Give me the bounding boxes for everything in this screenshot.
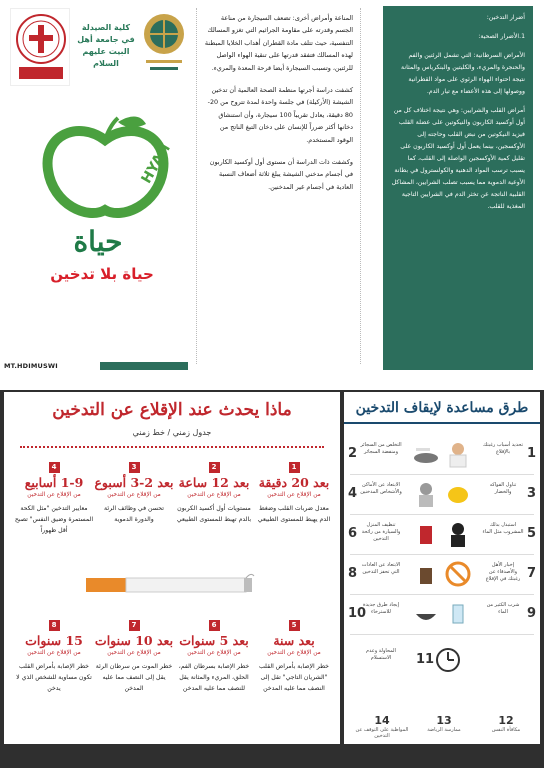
item-title: بعد سنة (273, 633, 315, 648)
tip-item (346, 596, 442, 632)
separator (350, 594, 534, 595)
globe-logo-icon (140, 10, 188, 82)
college-name: كلية الصيدلة في جامعة أهل البيت عليهم السلام (77, 23, 135, 68)
lemon-icon (444, 480, 472, 508)
tip-item (442, 516, 538, 552)
timeline-item (174, 454, 254, 525)
item-sub: من الإقلاع عن التدخين (107, 650, 161, 656)
tip-item (346, 516, 442, 552)
middle-text-column (203, 12, 353, 203)
hayat-en-label: HYAH (138, 141, 174, 187)
tip-number: 12 (498, 714, 514, 727)
tip-text: تناول الفواكه والخضار (489, 482, 517, 495)
timeline-item (254, 612, 334, 694)
tip-text: المواظبة على التوقف عن التدخين (355, 727, 409, 739)
clock-icon (434, 646, 462, 674)
item-title: 15 سنوات (25, 633, 83, 648)
decor-bar (100, 362, 188, 370)
decor-bar (383, 362, 533, 370)
ashtray-icon (412, 440, 440, 468)
tip-item (346, 642, 526, 678)
title-underline (344, 422, 540, 424)
tip-number: 1 (526, 446, 536, 461)
smoker-icon (412, 480, 440, 508)
item-number: 6 (209, 620, 220, 631)
coffee-cup-icon (412, 560, 440, 588)
item-number: 4 (49, 462, 60, 473)
tip-item (346, 476, 442, 512)
tip-item (442, 556, 538, 592)
tip-number: 6 (348, 526, 358, 541)
item-title: 1-9 أسابيع (24, 475, 84, 490)
tip-item (442, 476, 538, 512)
apple-icon (18, 110, 193, 230)
timeline-item (174, 612, 254, 694)
item-sub: من الإقلاع عن التدخين (267, 650, 321, 656)
item-number: 3 (129, 462, 140, 473)
tip-number: 14 (374, 714, 390, 727)
tip-number: 4 (348, 486, 358, 501)
tip-text: استبدل بذلك المشروب مثل الماء (482, 522, 524, 535)
item-sub: من الإقلاع عن التدخين (267, 492, 321, 498)
quit-tips-infographic (344, 392, 540, 744)
item-title: بعد 2-3 أسبوع (94, 475, 174, 490)
item-sub: من الإقلاع عن التدخين (27, 650, 81, 656)
item-number: 2 (209, 462, 220, 473)
tip-item (346, 556, 442, 592)
paragraph: كشفت دراسة أجرتها منظمة الصحة العالمية أن تدخين الشيشة (الأركيلة) في جلسة واحدة لمدة تتروح من 20-80 دقيقة، يعادل تقريباً 100 سيجارة، وأن استنشاق دخانها أكثر ضرراً للإنسان على دخان التبغ الناتج من الوقود المستخدم. (207, 86, 353, 144)
brochure-bottom (0, 390, 544, 768)
item-desc: معايير التدخين "مثل الكحة المستمرة وضيق النفس" تصبح أقل ظهوراً (14, 505, 94, 534)
item-number: 8 (49, 620, 60, 631)
separator (350, 554, 534, 555)
item-title: بعد 5 سنوات (179, 633, 249, 648)
tip-number: 13 (436, 714, 452, 727)
tip-text: تحديد أسباب رغبتك بالإقلاع (482, 442, 524, 455)
no-smoking-icon (444, 560, 472, 588)
item-desc: خطر الإصابة بأمراض القلب "الشريان التاجي" تقل إلى النصف مما عليه المدخن (258, 663, 330, 692)
bottom-strip (0, 748, 544, 768)
paragraph: المناعة وأمراض أخرى: تضعف السيجارة من مناعة الجسم وقدرته على مقاومة الجراثيم التي تغزو المسالك التنفسية، حيث تتلف مادة القطران أهداب الخلايا المبطنة لهذه المسالك فتفقد قدرتها على تنقية الهواء الواصل للرئتين، وتسبب السيجارة أيضا قرحة المعدة والمريء. (204, 14, 353, 72)
timeline-item (254, 454, 334, 525)
tip-number: 11 (416, 652, 435, 667)
tip-item (478, 714, 534, 740)
tip-number: 3 (526, 486, 536, 501)
item-sub: من الإقلاع عن التدخين (187, 492, 241, 498)
separator (350, 634, 534, 635)
woman-icon (444, 520, 472, 548)
tip-text: الابتعاد عن الأماكن والأشخاص المدخنين (360, 482, 402, 495)
panel-heading: أضرار التدخين: (486, 14, 525, 21)
item-number: 7 (129, 620, 140, 631)
tip-item (354, 714, 410, 740)
timeline-subtitle: جدول زمني / خط زمني (132, 428, 212, 437)
bowl-icon (412, 600, 440, 628)
divider (196, 8, 197, 364)
item-sub: من الإقلاع عن التدخين (187, 650, 241, 656)
tip-number: 2 (348, 446, 358, 461)
tip-text: ممارسة الرياضة (427, 727, 461, 733)
item-number: 5 (289, 620, 300, 631)
separator (350, 514, 534, 515)
item-desc: خطر الموت من سرطان الرئة يقل إلى النصف مما عليه المدخن (95, 663, 173, 692)
tip-text: التخلص من السجائر ومنفضة السجائر (360, 442, 402, 455)
item-title: بعد 12 ساعة (178, 475, 250, 490)
item-title: بعد 10 سنوات (94, 633, 174, 648)
timeline-item (14, 454, 94, 536)
reference-code: MT.HDIMUSWI (4, 362, 58, 370)
paragraph: وكشفت ذات الدراسة أن مستوى أول أوكسيد الكاربون في أجسام مدخني الشيشة يبلغ ثلاثة أضعاف النسبة العادية في أجسام غير المدخنين. (209, 158, 353, 191)
person-icon (444, 440, 472, 468)
paragraph: الأمراض السرطانية: التي تشمل الرئتين والفم والحنجرة والمريء، والكليتين والبنكرياس والمثانة نتيجة احتواء الهواء الرئوي على مواد القطرانية ووصولها إلى هذه الأعضاء مع تيار الدم. (401, 52, 525, 95)
brochure-top (0, 0, 544, 372)
item-desc: معدل ضربات القلب وضغط الدم يهبط للمستوى الطبيعي (257, 505, 331, 523)
tip-number: 5 (526, 526, 536, 541)
timeline-item (94, 454, 174, 525)
separator (350, 474, 534, 475)
water-glass-icon (444, 600, 472, 628)
tip-text: مكافأة النفس (491, 727, 521, 733)
tip-text: تنظيف المنزل والسيارة من رائحة التدخين (361, 522, 401, 542)
timeline-item (14, 612, 94, 694)
tip-number: 10 (348, 606, 367, 621)
university-logo (10, 8, 70, 86)
item-desc: خطر الإصابة بأمراض القلب تكون مساوية للشخص الذي لا يدخن (16, 663, 92, 692)
tip-item (442, 436, 538, 472)
tips-title: طرق مساعدة لإيقاف التدخين (355, 400, 529, 416)
item-number: 1 (289, 462, 300, 473)
paragraph: أمراض القلب والشرايين: وهي نتيجة اختلاف كل من أول أوكسيد الكاربون والنيكوتين على عضلة القلب فيزيد النيكوتين من نبض القلب وحاجته إلى الأوكسجين، بينما يعمل أول أوكسيد الكاربون على تقليل كمية الأوكسجين الواصلة إلى القلب، كما يسبب ترسب المواد الدهنية والكولسترول في بطانة الأوعية الدموية مما يسبب تصلب الشرايين، المشاكل القلبية الناتجة عن تخثر الدم في الشرايين التاجية المغذية للقلب. (391, 107, 525, 210)
cleaning-icon (412, 520, 440, 548)
tip-text: الابتعاد عن العادات التي تحفز التدخين (361, 562, 401, 575)
panel-subheading: 1.الأضرار الصحية: (478, 33, 525, 40)
timeline-title: ماذا يحدث عند الإقلاع عن التدخين (52, 400, 292, 420)
timeline-line (20, 446, 324, 448)
item-sub: من الإقلاع عن التدخين (27, 492, 81, 498)
tip-text: إيجاد طرق جديدة للاسترخاء (363, 602, 399, 615)
seal-icon (11, 9, 71, 87)
tip-item (416, 714, 472, 740)
hayat-title: حياة (73, 225, 123, 258)
tip-number: 8 (348, 566, 358, 581)
harms-panel (383, 6, 533, 362)
tip-number: 7 (526, 566, 536, 581)
tip-text: شرب الكثير من الماء (486, 602, 520, 615)
cigarette-icon (86, 570, 256, 598)
divider (360, 8, 361, 364)
tip-text: المحاولة وعدم الاستسلام (366, 648, 396, 661)
slogan: حياة بلا تدخين (50, 265, 154, 283)
quit-timeline-infographic (4, 392, 340, 744)
item-desc: خطر الإصابة بسرطان الفم، الحلق، المريء والمثانة يقل للنصف مما عليه المدخن (178, 663, 250, 692)
tip-number: 9 (526, 606, 536, 621)
item-title: بعد 20 دقيقة (258, 475, 330, 490)
faculty-logo (140, 10, 188, 82)
tip-text: إخبار الأهل والأصدقاء عن رغبتك في الإقلاع (485, 562, 521, 582)
tip-item (442, 596, 538, 632)
item-desc: تحسن في وظائف الرئة والدورة الدموية (104, 505, 164, 523)
item-desc: مستويات أول أكسيد الكربون بالدم تهبط للمستوى الطبيعي (176, 505, 252, 523)
tip-item (346, 436, 442, 472)
item-sub: من الإقلاع عن التدخين (107, 492, 161, 498)
timeline-item (94, 612, 174, 694)
